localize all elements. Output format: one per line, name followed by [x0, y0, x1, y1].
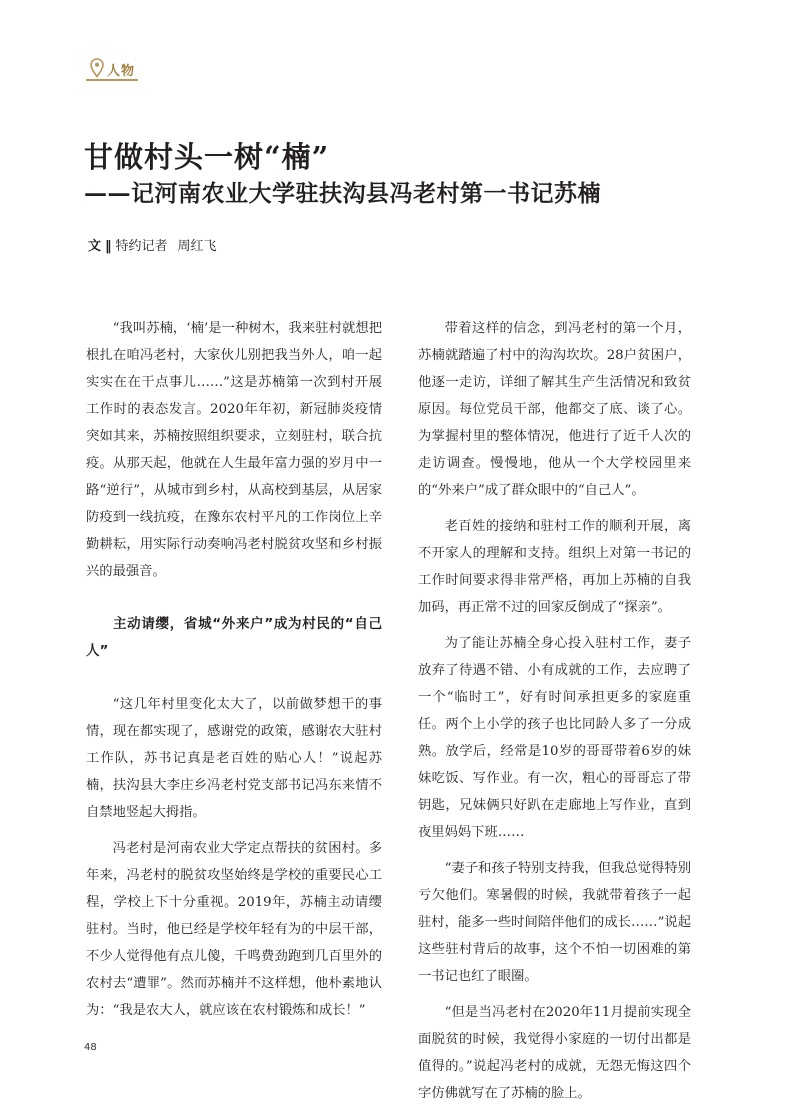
page-number: 48: [84, 1042, 97, 1053]
section-label: 人物: [107, 64, 136, 79]
section-tag: [86, 56, 138, 82]
article-subtitle: ——记河南农业大学驻扶沟县冯老村第一书记苏楠: [84, 180, 601, 207]
paragraph: “但是当冯老村在2020年11月提前实现全面脱贫的时候，我觉得小家庭的一切付出都是值得的。”说起冯老村的成就，无怨无悔这四个字仿佛就写在了苏楠的脸上。: [418, 1005, 691, 1101]
byline: [88, 235, 217, 254]
byline-label: 文: [88, 239, 102, 254]
byline-role: 特约记者: [115, 239, 168, 254]
section-heading: 主动请缨，省城“外来户”成为村民的“自己人”: [86, 616, 382, 659]
section-underline: [86, 79, 138, 81]
article-title: 甘做村头一树“楠”: [84, 140, 330, 174]
paragraph: 老百姓的接纳和驻村工作的顺利开展，离不开家人的理解和支持。组织上对第一书记的工作时间要求得非常严格，再加上苏楠的自我加码，再正常不过的回家反倒成了“探亲”。: [418, 519, 691, 615]
left-column: [86, 315, 382, 1024]
right-column: [418, 315, 691, 1107]
byline-author: 周红飞: [177, 239, 217, 254]
byline-separator: ‖: [105, 239, 112, 254]
paragraph: 带着这样的信念，到冯老村的第一个月，苏楠就踏遍了村中的沟沟坎坎。28户贫困户，他逐一走访，详细了解其生产生活情况和致贫原因。每位党员干部，他都交了底、谈了心。为掌握村里的整体情况，他进行了近千人次的走访调查。慢慢地，他从一个大学校园里来的“外来户”成了群众眼中的“自己人”。: [418, 321, 691, 498]
paragraph: “这几年村里变化太大了，以前做梦想干的事情，现在都实现了，感谢党的政策，感谢农大驻村工作队，苏书记真是老百姓的贴心人！”说起苏楠，扶沟县大李庄乡冯老村党支部书记冯东来情不自禁地竖起大拇指。: [86, 697, 382, 820]
paragraph: 为了能让苏楠全身心投入驻村工作，妻子放弃了待遇不错、小有成就的工作，去应聘了一个“临时工”，好有时间承担更多的家庭重任。两个上小学的孩子也比同龄人多了一分成熟。放学后，经常是10岁的哥哥带着6岁的妹妹吃饭、写作业。有一次，粗心的哥哥忘了带钥匙，兄妹俩只好趴在走廊地上写作业，直到夜里妈妈下班……: [418, 636, 691, 840]
location-pin-icon: [90, 58, 104, 78]
paragraph: “妻子和孩子特别支持我，但我总觉得特别亏欠他们。寒暑假的时候，我就带着孩子一起驻村，能多一些时间陪伴他们的成长……”说起这些驻村背后的故事，这个不怕一切困难的第一书记也红了眼圈。: [418, 861, 691, 984]
paragraph: “我叫苏楠，‘楠’是一种树木，我来驻村就想把根扎在咱冯老村，大家伙儿别把我当外人，咱一起实实在在干点事儿……”这是苏楠第一次到村开展工作时的表态发言。2020年年初，新冠肺炎疫情突如其来，苏楠按照组织要求，立刻驻村，联合抗疫。从那天起，他就在人生最年富力强的岁月中一路“逆行”，从城市到乡村，从高校到基层，从居家防疫到一线抗疫，在豫东农村平凡的工作岗位上辛勤耕耘，用实际行动奏响冯老村脱贫攻坚和乡村振兴的最强音。: [86, 321, 382, 579]
paragraph: 冯老村是河南农业大学定点帮扶的贫困村。多年来，冯老村的脱贫攻坚始终是学校的重要民心工程，学校上下十分重视。2019年，苏楠主动请缨驻村。当时，他已经是学校年轻有为的中层干部，不少人觉得他有点儿傻，千鸣费劲跑到几百里外的农村去“遭罪”。然而苏楠并不这样想，他朴素地认为：“我是农大人，就应该在农村锻炼和成长！”: [86, 841, 382, 1018]
